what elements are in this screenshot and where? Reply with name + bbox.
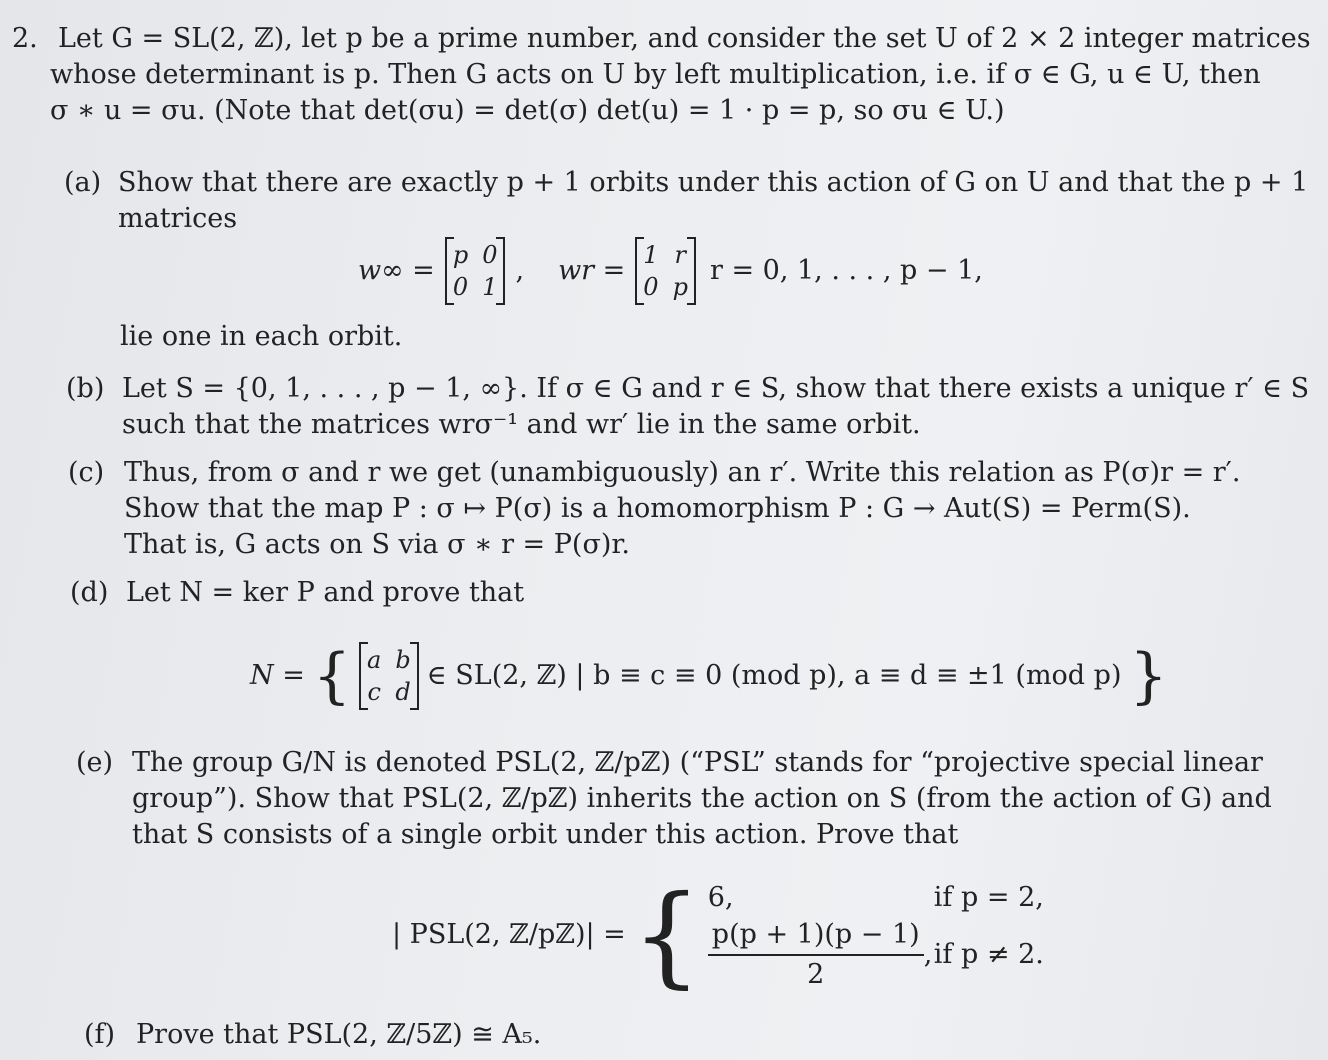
part-a-matrices <box>358 236 983 306</box>
r-range: r = 0, 1, . . . , p − 1, <box>709 255 983 286</box>
part-a-line-1 <box>64 166 1308 200</box>
cases-brace: { <box>631 871 702 999</box>
case-row-1 <box>708 878 1044 918</box>
matrix-entry: r <box>674 241 686 269</box>
set-open-brace: { <box>312 641 352 711</box>
part-e-line-2: group”). Show that PSL(2, ℤ/pℤ) inherits the action on S (from the action of G) and <box>132 783 1272 814</box>
matrix-entry: a <box>367 646 382 674</box>
part-c-label: (c) <box>68 457 105 488</box>
part-d-text: Let N = ker P and prove that <box>126 577 525 608</box>
part-c-line-2: Show that the map P : σ ↦ P(σ) is a homomorphism P : G → Aut(S) = Perm(S). <box>124 493 1191 524</box>
fraction-numerator: p(p + 1)(p − 1) <box>708 918 924 956</box>
part-a-label: (a) <box>64 167 102 198</box>
part-c-text-1: Thus, from σ and r we get (unambiguously) an r′. Write this relation as P(σ)r = r′. <box>124 457 1241 488</box>
generic-matrix <box>359 642 419 710</box>
kernel-set-definition <box>250 638 1168 714</box>
part-f-text: Prove that PSL(2, ℤ/5ℤ) ≅ A₅. <box>136 1019 542 1050</box>
psl-order-lhs: | PSL(2, ℤ/pℤ)| = <box>392 919 626 950</box>
problem-line-2: whose determinant is p. Then G acts on U by left multiplication, i.e. if σ ∈ G, u ∈ U, then <box>50 59 1261 90</box>
intro-text-1: Let G = SL(2, ℤ), let p be a prime number, and consider the set U of 2 × 2 integer matrices <box>58 23 1311 54</box>
matrix-entry: 0 <box>482 241 498 269</box>
matrix-entry: p <box>452 241 469 269</box>
case-2-condition: if p ≠ 2. <box>933 939 1044 970</box>
part-c-line-3: That is, G acts on S via σ ∗ r = P(σ)r. <box>124 529 630 560</box>
kernel-lhs: N = <box>250 660 305 691</box>
matrix-entry: p <box>672 273 688 301</box>
separator-comma: , <box>515 255 525 286</box>
problem-line-1 <box>12 22 1311 56</box>
part-d-label: (d) <box>70 577 109 608</box>
part-f-label: (f) <box>84 1019 116 1050</box>
w-r-matrix <box>635 237 696 305</box>
fraction-denominator: 2 <box>807 959 825 990</box>
case-1-condition: if p = 2, <box>933 882 1044 913</box>
part-e-line-1 <box>76 746 1263 780</box>
part-e-line-3: that S consists of a single orbit under this action. Prove that <box>132 819 959 850</box>
matrix-entry: 0 <box>452 273 469 301</box>
part-a-line-2: matrices <box>118 203 238 234</box>
part-a-text-1: Show that there are exactly p + 1 orbits under this action of G on U and that the p + 1 <box>118 167 1309 198</box>
part-e-text-1: The group G/N is denoted PSL(2, ℤ/pℤ) (“PSL” stands for “projective special linear <box>132 747 1263 778</box>
part-c-line-1 <box>68 456 1240 490</box>
matrix-entry: 0 <box>643 273 659 301</box>
w-r-label: wr = <box>558 255 626 286</box>
w-infinity-label: w∞ = <box>358 255 435 286</box>
case-row-2 <box>708 918 1044 992</box>
set-close-brace: } <box>1129 641 1168 711</box>
case-2-fraction <box>708 918 924 992</box>
problem-number: 2. <box>12 23 38 54</box>
part-e-label: (e) <box>76 747 114 778</box>
matrix-entry: 1 <box>643 241 659 269</box>
kernel-condition: ∈ SL(2, ℤ) | b ≡ c ≡ 0 (mod p), a ≡ d ≡ ±1 (mod p) <box>426 660 1122 691</box>
matrix-entry: d <box>395 678 411 706</box>
case-1-value: 6, <box>707 882 734 913</box>
part-f-line <box>84 1018 541 1052</box>
part-b-text-1: Let S = {0, 1, . . . , p − 1, ∞}. If σ ∈ G and r ∈ S, show that there exists a unique r′ ∈ S <box>122 373 1310 404</box>
problem-line-3: σ ∗ u = σu. (Note that det(σu) = det(σ) det(u) = 1 · p = p, so σu ∈ U.) <box>50 95 1005 126</box>
cases-block <box>708 878 1044 992</box>
case-2-comma: , <box>923 939 933 970</box>
matrix-entry: 1 <box>482 273 498 301</box>
part-b-line-1 <box>66 372 1309 406</box>
matrix-entry: c <box>367 678 381 706</box>
part-b-label: (b) <box>66 373 105 404</box>
part-b-line-2: such that the matrices wrσ⁻¹ and wr′ lie in the same orbit. <box>122 409 921 440</box>
part-a-conclusion: lie one in each orbit. <box>120 321 403 352</box>
part-d-line-1 <box>70 576 524 610</box>
matrix-entry: b <box>395 646 411 674</box>
w-infinity-matrix <box>445 237 506 305</box>
psl-order-formula <box>392 871 1044 999</box>
